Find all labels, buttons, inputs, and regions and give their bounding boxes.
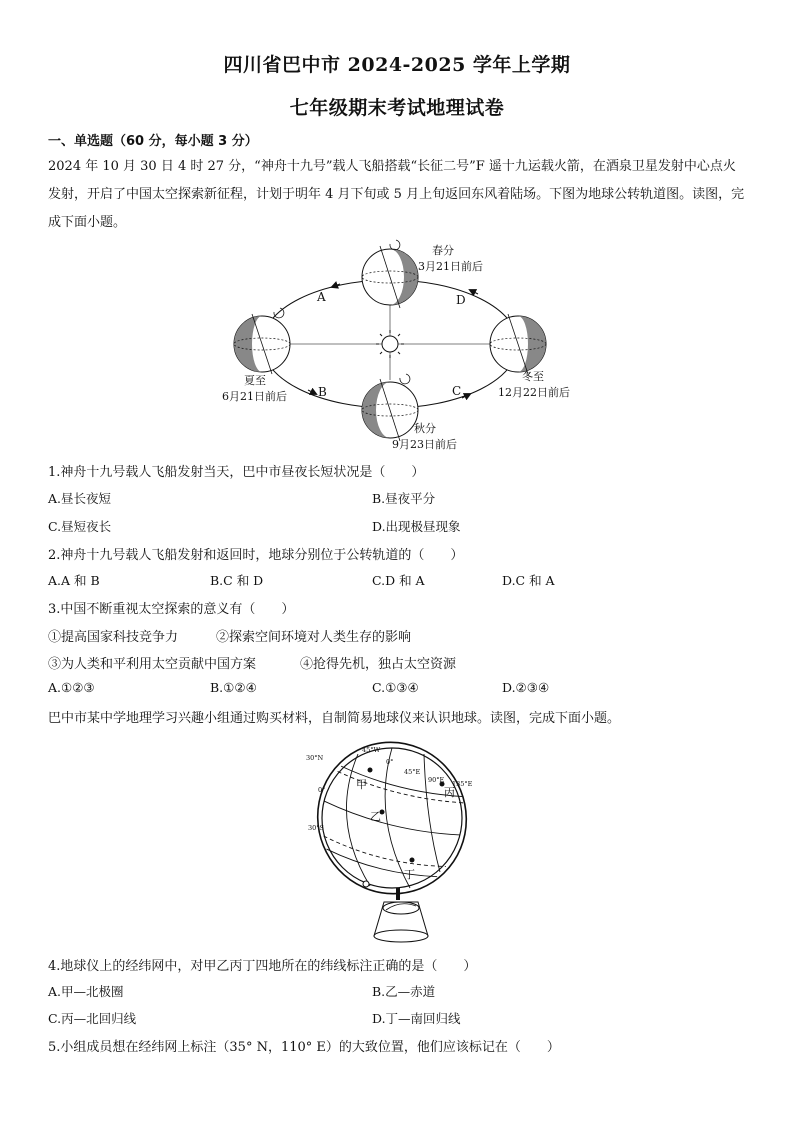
q3-option-c[interactable]: C.①③④: [372, 680, 419, 695]
q4-option-a[interactable]: A.甲—北极圈: [48, 984, 124, 999]
spring-label: 春分: [432, 244, 454, 257]
earth-winter-solstice: [490, 314, 546, 374]
q1-option-a[interactable]: A.昼长夜短: [48, 491, 112, 506]
q1-option-c[interactable]: C.昼短夜长: [48, 519, 112, 534]
globe-diagram: [300, 740, 480, 950]
label-lat0: 0°: [318, 786, 326, 794]
label-lon45e: 45°E: [404, 768, 421, 776]
q4-option-b[interactable]: B.乙—赤道: [372, 984, 436, 999]
q3-statement-3: ③为人类和平利用太空贡献中国方案: [48, 657, 257, 672]
q5-stem: 5.小组成员想在经纬网上标注（35° N，110° E）的大致位置，他们应该标记在（ ）: [48, 1040, 560, 1055]
orbit-label-d: D: [456, 293, 466, 307]
point-ding: 丁: [404, 868, 415, 881]
orbit-label-b: B: [318, 385, 327, 399]
q3-statement-4: ④抢得先机，独占太空资源: [300, 657, 457, 672]
autumn-date: 9月23日前后: [392, 438, 457, 451]
q2-option-d[interactable]: D.C 和 A: [502, 573, 555, 588]
label-lon0: 0°: [386, 758, 394, 766]
earth-spring-equinox: [362, 240, 418, 308]
spring-date: 3月21日前后: [418, 260, 483, 273]
q4-option-d[interactable]: D.丁—南回归线: [372, 1011, 461, 1026]
label-lon90e: 90°E: [428, 776, 445, 784]
q2-stem: 2.神舟十九号载人飞船发射和返回时，地球分别位于公转轨道的（ ）: [48, 548, 464, 563]
q1-option-d[interactable]: D.出现极昼现象: [372, 519, 461, 534]
earth-autumn-equinox: [362, 374, 418, 441]
q3-statement-2: ②探索空间环境对人类生存的影响: [216, 630, 412, 645]
globe-sphere: [322, 748, 462, 888]
q4-option-c[interactable]: C.丙—北回归线: [48, 1011, 137, 1026]
q1-option-b[interactable]: B.昼夜平分: [372, 491, 436, 506]
q3-option-b[interactable]: B.①②④: [210, 680, 257, 695]
summer-date: 6月21日前后: [222, 390, 287, 403]
orbit-arrow-c: [462, 394, 470, 398]
orbit-label-c: C: [452, 384, 462, 398]
winter-label: 冬至: [522, 370, 544, 383]
earth-summer-solstice: [234, 308, 290, 374]
winter-date: 12月22日前后: [498, 386, 570, 399]
q3-stem: 3.中国不断重视太空探索的意义有（ ）: [48, 602, 295, 617]
section-heading: 一、单选题（60 分，每小题 3 分）: [48, 134, 258, 149]
label-lat30s: 30°S: [308, 824, 324, 832]
orbit-label-a: A: [317, 290, 326, 304]
label-lon135e: 135°E: [452, 780, 473, 788]
label-lat30n: 30°N: [306, 754, 324, 762]
point-bing: 丙: [444, 786, 455, 799]
point-yi: 乙: [370, 810, 381, 823]
intro-paragraph-2: 巴中市某中学地理学习兴趣小组通过购买材料，自制简易地球仪来认识地球。读图，完成下面小题。: [48, 711, 621, 726]
q2-option-a[interactable]: A.A 和 B: [48, 573, 100, 588]
q1-stem: 1.神舟十九号载人飞船发射当天，巴中市昼夜长短状况是（ ）: [48, 465, 425, 480]
summer-label: 夏至: [244, 374, 266, 387]
q2-option-b[interactable]: B.C 和 D: [210, 573, 264, 588]
orbit-arrow-d: [470, 290, 478, 294]
point-jia: 甲: [356, 778, 367, 791]
exam-title-line1: 四川省巴中市 2024-2025 学年上学期: [223, 54, 571, 76]
intro-paragraph-1: 2024 年 10 月 30 日 4 时 27 分，“神舟十九号”载人飞船搭载“长征二号”F 遥十九运载火箭，在酒泉卫星发射中心点火发射，开启了中国太空探索新征程，计划于明年 4 月下旬或 5 月上旬返回东风着陆场。下图为地球公转轨道图。读图，完成下面小题。: [48, 159, 745, 230]
q3-statement-1: ①提高国家科技竞争力: [48, 630, 179, 645]
label-lon45w: 45°W: [362, 746, 381, 754]
autumn-label: 秋分: [414, 422, 436, 435]
exam-title-line2: 七年级期末考试地理试卷: [289, 97, 505, 119]
earth-orbit-diagram: [220, 232, 590, 454]
q3-option-d[interactable]: D.②③④: [502, 680, 550, 695]
q3-option-a[interactable]: A.①②③: [48, 680, 95, 695]
q2-option-c[interactable]: C.D 和 A: [372, 573, 425, 588]
q4-stem: 4.地球仪上的经纬网中，对甲乙丙丁四地所在的纬线标注正确的是（ ）: [48, 959, 477, 974]
